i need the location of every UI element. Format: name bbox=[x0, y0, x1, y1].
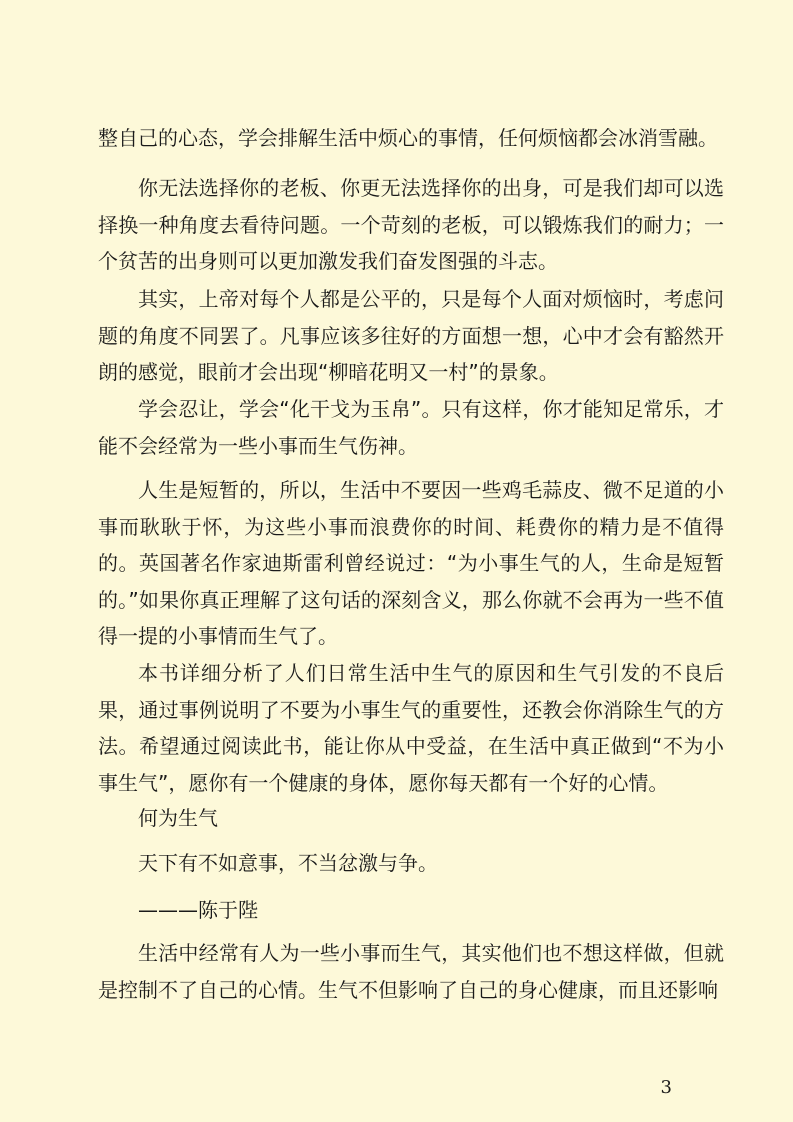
paragraph: 生活中经常有人为一些小事而生气，其实他们也不想这样做，但就是控制不了自己的心情。生气不但影响了自己的身心健康，而且还影响 bbox=[98, 941, 724, 1002]
paragraph: 本书详细分析了人们日常生活中生气的原因和生气引发的不良后果，通过事例说明了不要为小事生气的重要性，还教会你消除生气的方法。希望通过阅读此书，能让你从中受益，在生活中真正做到“不为小事生气”，愿你有一个健康的身体，愿你每天都有一个好的心情。 bbox=[98, 661, 724, 795]
page-number: 3 bbox=[660, 1077, 672, 1098]
paragraph: 学会忍让，学会“化干戈为玉帛”。只有这样，你才能知足常乐，才能不会经常为一些小事而生气伤神。 bbox=[98, 397, 724, 458]
paragraph: 其实，上帝对每个人都是公平的，只是每个人面对烦恼时，考虑问题的角度不同罢了。凡事应该多往好的方面想一想，心中才会有豁然开朗的感觉，眼前才会出现“柳暗花明又一村”的景象。 bbox=[98, 287, 724, 384]
quote-attribution: ———陈于陛 bbox=[138, 898, 258, 922]
quote-line: 天下有不如意事，不当忿激与争。 bbox=[138, 851, 438, 875]
paragraph: 你无法选择你的老板、你更无法选择你的出身，可是我们却可以选择换一种角度去看待问题。一个苛刻的老板，可以锻炼我们的耐力；一个贫苦的出身则可以更加激发我们奋发图强的斗志。 bbox=[98, 176, 724, 273]
section-heading: 何为生气 bbox=[138, 806, 218, 830]
paragraph: 人生是短暂的，所以，生活中不要因一些鸡毛蒜皮、微不足道的小事而耿耿于怀，为这些小事而浪费你的时间、耗费你的精力是不值得的。英国著名作家迪斯雷利曾经说过：“为小事生气的人，生命是短暂的。”如果你真正理解了这句话的深刻含义，那么你就不会再为一些不值得一提的小事情而生气了。 bbox=[98, 478, 724, 648]
paragraph-continued: 整自己的心态，学会排解生活中烦心的事情，任何烦恼都会冰消雪融。 bbox=[98, 126, 718, 150]
